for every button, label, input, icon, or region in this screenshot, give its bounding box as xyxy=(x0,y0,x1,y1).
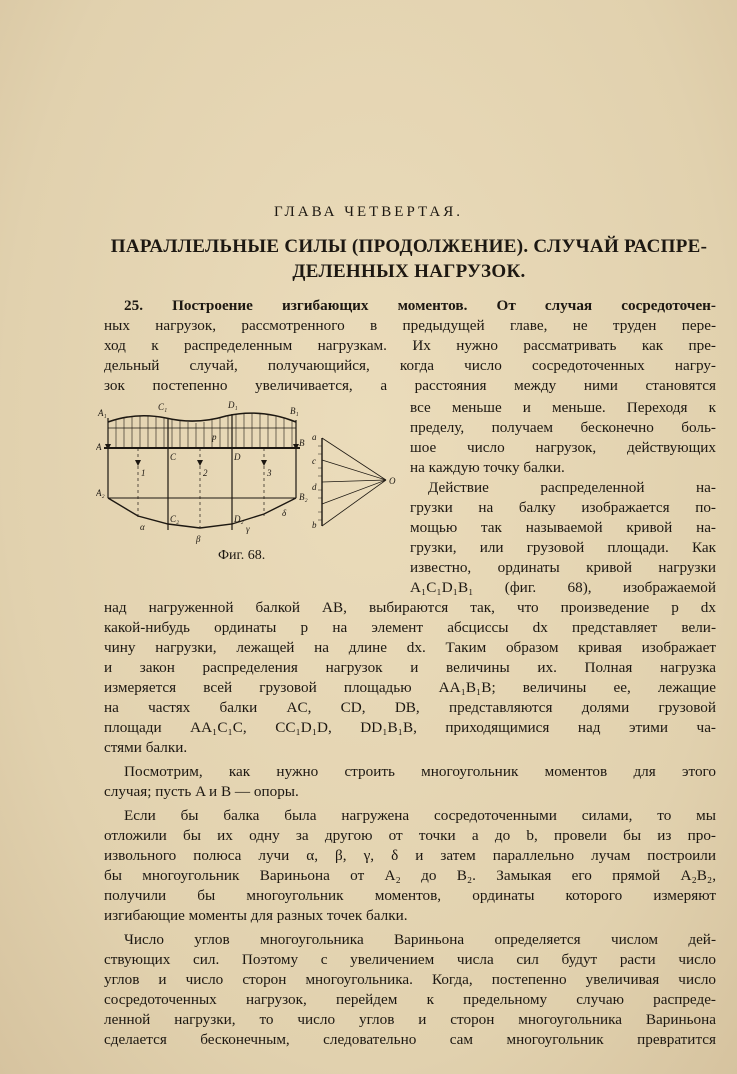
label-alpha: α xyxy=(140,522,145,532)
paragraph-line: дельный случай, получающийся, когда число сосредоточенных нагру- xyxy=(104,357,716,374)
figure-68-diagram xyxy=(96,398,402,570)
paragraph-line: углов и число сторон многоугольника. Когда, постепенно увеличивая число xyxy=(104,971,716,988)
paragraph-line: Если бы балка была нагружена сосредоточенными силами, то мы xyxy=(124,807,716,824)
side-text-line: Действие распределенной на- xyxy=(428,479,716,496)
label-b: b xyxy=(312,520,317,530)
paragraph-line: ных нагрузок, рассмотренного в предыдущей главе, не труден пере- xyxy=(104,317,716,334)
label-A: A xyxy=(96,442,102,452)
label-O: O xyxy=(389,476,396,486)
paragraph-line: измеряется всей грузовой площадью AA₁B₁B; величины ее, лежащие xyxy=(104,679,716,696)
paragraph-line: бы многоугольник Вариньона от A₂ до B₂. Замыкая его прямой A₂B₂, xyxy=(104,867,716,884)
paragraph-line: площади AA₁C₁C, CC₁D₁D, DD₁B₁B, приходящимися над этими ча- xyxy=(104,719,716,736)
label-B2: B₂ xyxy=(299,492,308,502)
label-B1: B₁ xyxy=(290,406,299,416)
side-text-line: A₁C₁D₁B₁ (фиг. 68), изображаемой xyxy=(410,579,716,596)
side-text-line: шое число нагрузок, действующих xyxy=(410,439,716,456)
side-text-line: на каждую точку балки. xyxy=(410,459,565,476)
load-area-hatching xyxy=(116,413,292,448)
paragraph-line: ход к распределенным нагрузкам. Их нужно рассматривать как пре- xyxy=(104,337,716,354)
chapter-title: ГЛАВА ЧЕТВЕРТАЯ. xyxy=(274,204,463,220)
label-3: 3 xyxy=(267,468,272,478)
side-text-line: грузки на балку изображается по- xyxy=(410,499,716,516)
label-gamma: γ xyxy=(246,524,250,534)
paragraph-line: Посмотрим, как нужно строить многоугольник моментов для этого xyxy=(124,763,716,780)
label-D1: D₁ xyxy=(228,400,238,410)
label-A2: A₂ xyxy=(96,488,105,498)
paragraph-line: сделается бесконечным, следовательно сам многоугольник превратится xyxy=(104,1031,716,1048)
label-A1: A₁ xyxy=(98,408,107,418)
paragraph-line: какой-нибудь ординаты p на элемент абсциссы dx представляет вели- xyxy=(104,619,716,636)
label-C: C xyxy=(170,452,177,462)
label-d: d xyxy=(312,482,317,492)
paragraph-line: ствующих сил. Поэтому с увеличением числа сил будут расти число xyxy=(104,951,716,968)
funicular-polygon xyxy=(108,498,296,528)
side-text-line: мощью так называемой кривой на- xyxy=(410,519,716,536)
label-B: B xyxy=(299,438,305,448)
paragraph-line: случая; пусть A и B — опоры. xyxy=(104,783,299,800)
side-text-line: грузки, или грузовой площади. Как xyxy=(410,539,716,556)
label-2: 2 xyxy=(203,468,208,478)
label-D2: D₂ xyxy=(234,514,244,524)
paragraph-line: изгибающие моменты для разных точек балки. xyxy=(104,907,408,924)
paragraph-line: ленной нагрузки, то число углов и сторон многоугольника Вариньона xyxy=(104,1011,716,1028)
side-text-line: все меньше и меньше. Переходя к xyxy=(410,399,716,416)
label-C1: C₁ xyxy=(158,402,168,412)
label-delta: δ xyxy=(282,508,287,518)
paragraph-line: сосредоточенных нагрузок, перейдем к предельному случаю распреде- xyxy=(104,991,716,1008)
label-c: c xyxy=(312,456,316,466)
paragraph-line: отложили бы их одну за другою от точки a до b, провели бы из про- xyxy=(104,827,716,844)
label-C2: C₂ xyxy=(170,514,180,524)
label-a: a xyxy=(312,432,317,442)
polar-rays xyxy=(322,438,386,526)
paragraph-line: Число углов многоугольника Вариньона определяется числом дей- xyxy=(124,931,716,948)
side-text-line: пределу, получаем бесконечно боль- xyxy=(410,419,716,436)
paragraph-line: и закон распределения нагрузок и величины их. Полная нагрузка xyxy=(104,659,716,676)
heading-line: ПАРАЛЛЕЛЬНЫЕ СИЛЫ (ПРОДОЛЖЕНИЕ). СЛУЧАЙ РАСПРЕ- xyxy=(110,236,708,257)
paragraph-line: стями балки. xyxy=(104,739,188,756)
side-text-line: известно, ординаты кривой нагрузки xyxy=(410,559,716,576)
label-beta: β xyxy=(196,534,201,544)
paragraph-line: на частях балки AC, CD, DB, представляются долями грузовой xyxy=(104,699,716,716)
label-D: D xyxy=(234,452,241,462)
paragraph-line: получили бы многоугольник моментов, ординаты которого измеряют xyxy=(104,887,716,904)
paragraph-line: зок постепенно увеличивается, а расстояния между ними становятся xyxy=(104,377,716,394)
label-1: 1 xyxy=(141,468,146,478)
heading-line: ДЕЛЕННЫХ НАГРУЗОК. xyxy=(292,261,526,282)
paragraph-line: 25. Построение изгибающих моментов. От случая сосредоточен- xyxy=(124,297,716,314)
paragraph-line: извольного полюса лучи α, β, γ, δ и затем параллельно лучам построили xyxy=(104,847,716,864)
figure-caption: Фиг. 68. xyxy=(218,548,266,563)
paragraph-line: чину нагрузки, лежащей на длине dx. Таким образом кривая изображает xyxy=(104,639,716,656)
section-heading xyxy=(104,234,714,284)
paragraph-line: над нагруженной балкой AB, выбираются так, что произведение p dx xyxy=(104,599,716,616)
label-p: p xyxy=(212,432,217,442)
